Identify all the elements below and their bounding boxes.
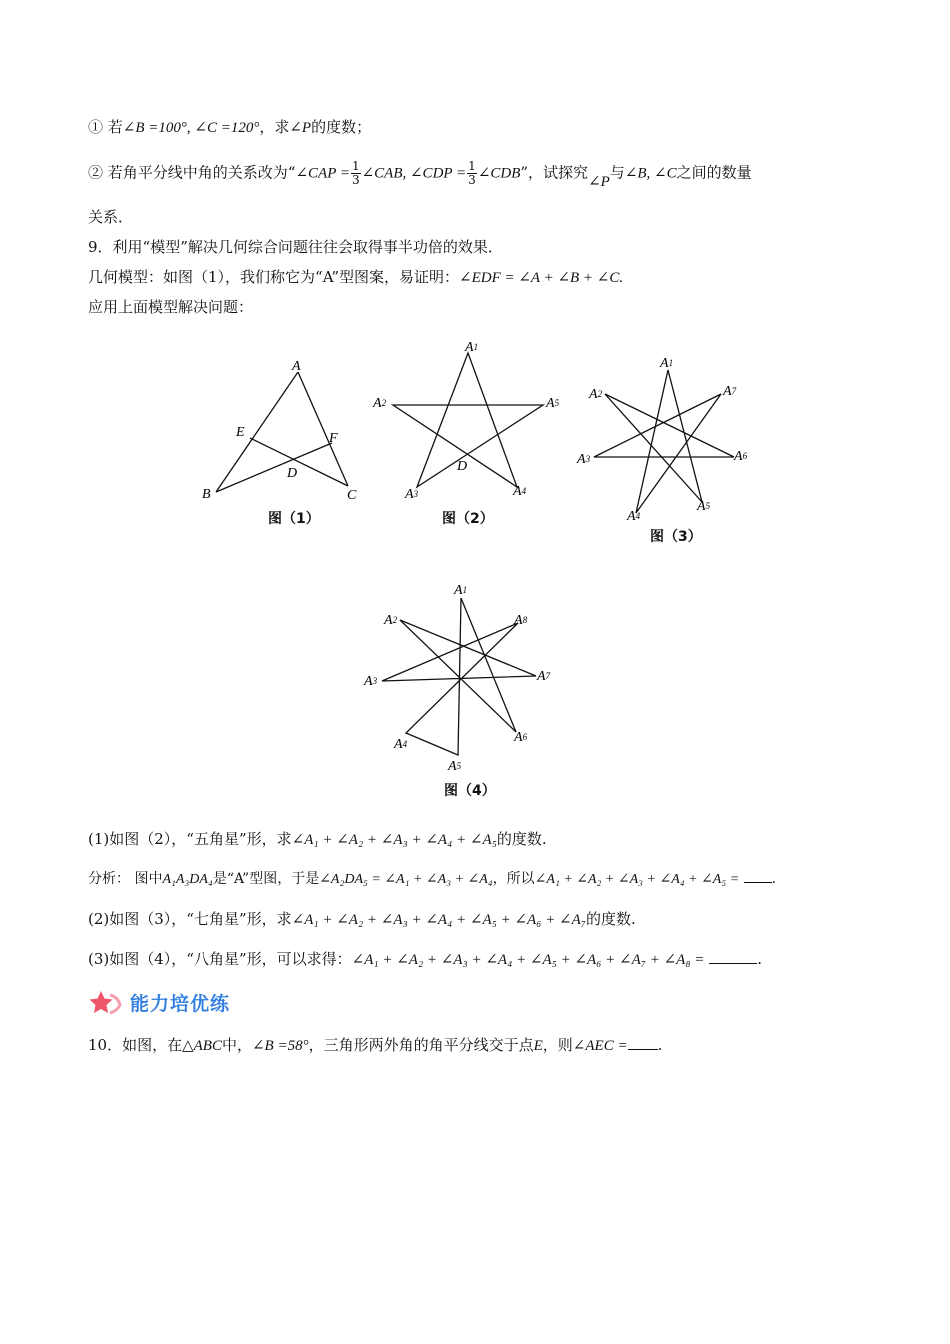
q8-p1-math: ∠B =100°, ∠C =120° — [122, 120, 260, 136]
q9-sub3: (3)如图（4），“八角星”形，可以求得：∠A₁ + ∠A₂ + ∠A₃ + ∠A₄ + ∠A₅ + ∠A₆ + ∠A₇ + ∠A₈ = . — [88, 950, 762, 968]
q8-part1: ① 若∠B =100°, ∠C =120°，求∠P的度数； — [88, 118, 372, 136]
label-A8: A8 — [514, 613, 528, 628]
label-A2: A2 — [589, 387, 603, 402]
figure-4 — [358, 578, 558, 773]
label-A: A — [292, 359, 301, 374]
label-A1: A1 — [465, 340, 479, 355]
q10: 10．如图，在△ABC中，∠B =58°，三角形两外角的角平分线交于点E，则∠AEC = . — [88, 1036, 663, 1054]
section-header — [88, 988, 230, 1016]
answer-blank[interactable] — [744, 882, 772, 883]
label-A2: A2 — [373, 396, 387, 411]
q9-analysis: 分析： 图中A₁A₃DA₄是“A”型图，于是∠A₂DA₅ = ∠A₁ + ∠A₃ + ∠A₄，所以∠A₁ + ∠A₂ + ∠A₃ + ∠A₄ + ∠A₅ = . — [88, 871, 777, 887]
fig2-caption: 图（2） — [442, 511, 494, 527]
q9-apply: 应用上面模型解决问题： — [88, 298, 254, 316]
q9-sub1: (1)如图（2），“五角星”形，求∠A₁ + ∠A₂ + ∠A₃ + ∠A₄ + ∠A₅的度数. — [88, 830, 547, 848]
label-A2: A2 — [384, 613, 398, 628]
answer-blank[interactable] — [709, 963, 757, 964]
section-title: 能力培优练 — [130, 992, 231, 1015]
label-A5: A5 — [546, 396, 560, 411]
label-F: F — [329, 431, 338, 446]
label-A4: A4 — [627, 509, 641, 524]
label-D: D — [457, 459, 468, 474]
fraction: $\frac{1}{3}$ — [468, 159, 476, 187]
star-badge-icon — [88, 989, 122, 1015]
label-E: E — [236, 425, 245, 440]
q8-part2: ② 若角平分线中角的关系改为“∠CAP = $\frac{1}{3}$ ∠CAB, ∠CDP = $\frac{1}{3}$ ∠CDB”，试探究∠P与∠B, ∠C之间的数量 — [88, 159, 752, 190]
label-A1: A1 — [660, 356, 674, 371]
q9-model: 几何模型：如图（1），我们称它为“A”型图案，易证明：∠EDF = ∠A + ∠B + ∠C. — [88, 268, 624, 286]
answer-blank[interactable] — [628, 1049, 658, 1050]
fig4-caption: 图（4） — [444, 783, 496, 799]
label-A3: A3 — [405, 487, 419, 502]
label-A4: A4 — [513, 484, 527, 499]
figure-3 — [575, 350, 765, 525]
fig1-caption: 图（1） — [268, 511, 320, 527]
figure-2 — [365, 335, 575, 510]
label-A6: A6 — [514, 730, 528, 745]
label-A7: A7 — [537, 669, 551, 684]
fraction: $\frac{1}{3}$ — [351, 159, 360, 187]
label-B: B — [202, 487, 211, 502]
label-D: D — [287, 466, 298, 481]
label-A5: A5 — [448, 759, 462, 773]
q9-sub2: (2)如图（3），“七角星”形，求∠A₁ + ∠A₂ + ∠A₃ + ∠A₄ + ∠A₅ + ∠A₆ + ∠A₇的度数. — [88, 910, 636, 928]
q9-intro: 9．利用“模型”解决几何综合问题往往会取得事半功倍的效果． — [88, 238, 503, 256]
label-C: C — [347, 488, 357, 503]
fig3-caption: 图（3） — [650, 529, 702, 545]
label-A3: A3 — [364, 674, 378, 689]
label-A6: A6 — [734, 449, 748, 464]
q8-part2-cont: 关系． — [88, 208, 134, 226]
label-A5: A5 — [697, 499, 711, 514]
label-A3: A3 — [577, 452, 591, 467]
label-A7: A7 — [723, 384, 737, 399]
label-A4: A4 — [394, 737, 408, 752]
label-A1: A1 — [454, 583, 468, 598]
